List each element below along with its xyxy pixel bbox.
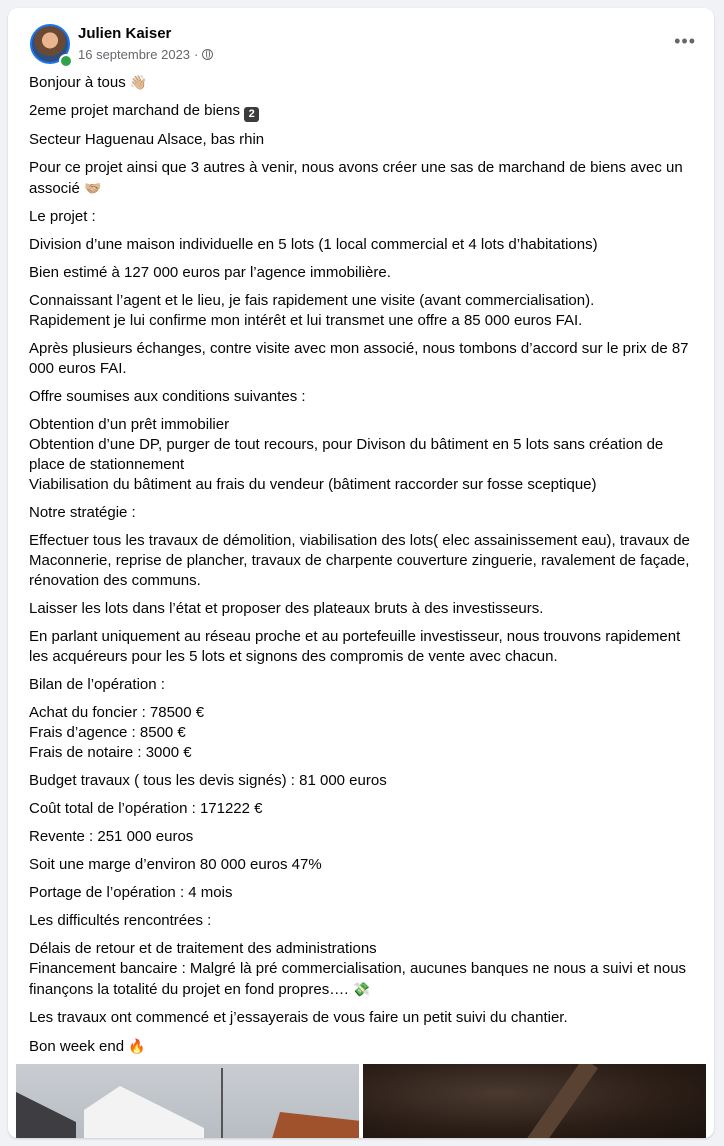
post-date[interactable]: 16 septembre 2023	[78, 47, 191, 62]
online-status-dot	[59, 54, 73, 68]
paragraph: Achat du foncier : 78500 €	[29, 704, 205, 721]
paragraph: En parlant uniquement au réseau proche et au portefeuille investisseur, nous trouvons rapidement les acquéreurs pour les 5 lots et signons des compromis de vente avec chacun.	[29, 628, 681, 665]
paragraph: Coût total de l’opération : 171222 €	[29, 800, 263, 817]
paragraph: Offre soumises aux conditions suivantes :	[29, 388, 306, 405]
handshake-emoji: 🤝🏼	[84, 180, 102, 196]
paragraph: Obtention d’une DP, purger de tout recours, pour Divison du bâtiment en 5 lots sans création de place de stationnement	[29, 436, 664, 473]
post-text	[29, 72, 694, 1065]
text: 2eme projet marchand de biens	[29, 102, 240, 119]
paragraph: Bien estimé à 127 000 euros par l’agence immobilière.	[29, 264, 391, 281]
roof-shape	[271, 1112, 359, 1138]
paragraph: Soit une marge d’environ 80 000 euros 47%	[29, 856, 322, 873]
roof-shape	[16, 1092, 76, 1138]
paragraph	[29, 1036, 694, 1057]
paragraph: Laisser les lots dans l’état et proposer des plateaux bruts à des investisseurs.	[29, 600, 544, 617]
post-meta	[78, 47, 213, 62]
paragraph: Revente : 251 000 euros	[29, 828, 194, 845]
paragraph: Effectuer tous les travaux de démolition, viabilisation des lots( elec assainissement eau), travaux de Maconnerie, reprise de plancher, travaux de charpente couverture zinguerie, ravalement de façade, rénovation des communs.	[29, 532, 690, 589]
author-name[interactable]: Julien Kaiser	[78, 25, 172, 42]
roof-shape	[84, 1086, 204, 1138]
meta-separator: ·	[194, 47, 199, 62]
paragraph: Les travaux ont commencé et j’essayerais de vous faire un petit suivi du chantier.	[29, 1009, 568, 1026]
paragraph: Les difficultés rencontrées :	[29, 912, 212, 929]
beam-shape	[526, 1064, 598, 1138]
paragraph: Notre stratégie :	[29, 504, 136, 521]
paragraph: Portage de l’opération : 4 mois	[29, 884, 233, 901]
paragraph: Frais de notaire : 3000 €	[29, 744, 192, 761]
paragraph	[29, 101, 694, 122]
post-header	[8, 8, 714, 70]
photo-rooftops[interactable]	[16, 1064, 359, 1138]
text: Bonjour à tous	[29, 74, 126, 91]
paragraph	[29, 158, 694, 199]
paragraph: Budget travaux ( tous les devis signés) : 81 000 euros	[29, 772, 387, 789]
paragraph: Division d’une maison individuelle en 5 lots (1 local commercial et 4 lots d’habitations)	[29, 236, 598, 253]
paragraph	[29, 72, 694, 93]
paragraph: Frais d’agence : 8500 €	[29, 724, 186, 741]
antenna-shape	[221, 1068, 223, 1138]
post-card	[8, 8, 714, 1138]
waving-hand-emoji: 👋🏼	[129, 74, 148, 90]
number-two-emoji: 2	[244, 107, 259, 122]
text: Bon week end	[29, 1038, 125, 1055]
globe-icon[interactable]	[202, 49, 213, 60]
photo-attic[interactable]	[363, 1064, 706, 1138]
text: Financement bancaire : Malgré là pré commercialisation, aucunes banques ne nous a suivi et nous finançons la totalité du projet en fond propres….	[29, 960, 687, 998]
paragraph: Connaissant l’agent et le lieu, je fais rapidement une visite (avant commercialisation).	[29, 292, 595, 309]
paragraph: Viabilisation du bâtiment au frais du vendeur (bâtiment raccorder sur fosse sceptique)	[29, 476, 597, 493]
photo-grid	[16, 1064, 706, 1138]
paragraph: Après plusieurs échanges, contre visite avec mon associé, nous tombons d’accord sur le prix de 87 000 euros FAI.	[29, 340, 689, 377]
more-options-button[interactable]: •••	[674, 31, 696, 51]
paragraph	[29, 959, 694, 1000]
paragraph: Le projet :	[29, 208, 96, 225]
fire-emoji: 🔥	[128, 1038, 146, 1054]
paragraph: Rapidement je lui confirme mon intérêt et lui transmet une offre a 85 000 euros FAI.	[29, 312, 583, 329]
money-with-wings-emoji: 💸	[352, 981, 370, 997]
paragraph: Bilan de l’opération :	[29, 676, 165, 693]
paragraph: Obtention d’un prêt immobilier	[29, 416, 230, 433]
paragraph: Secteur Haguenau Alsace, bas rhin	[29, 131, 265, 148]
text: Pour ce projet ainsi que 3 autres à venir, nous avons créer une sas de marchand de biens avec un associé	[29, 159, 683, 197]
paragraph: Délais de retour et de traitement des administrations	[29, 940, 377, 957]
